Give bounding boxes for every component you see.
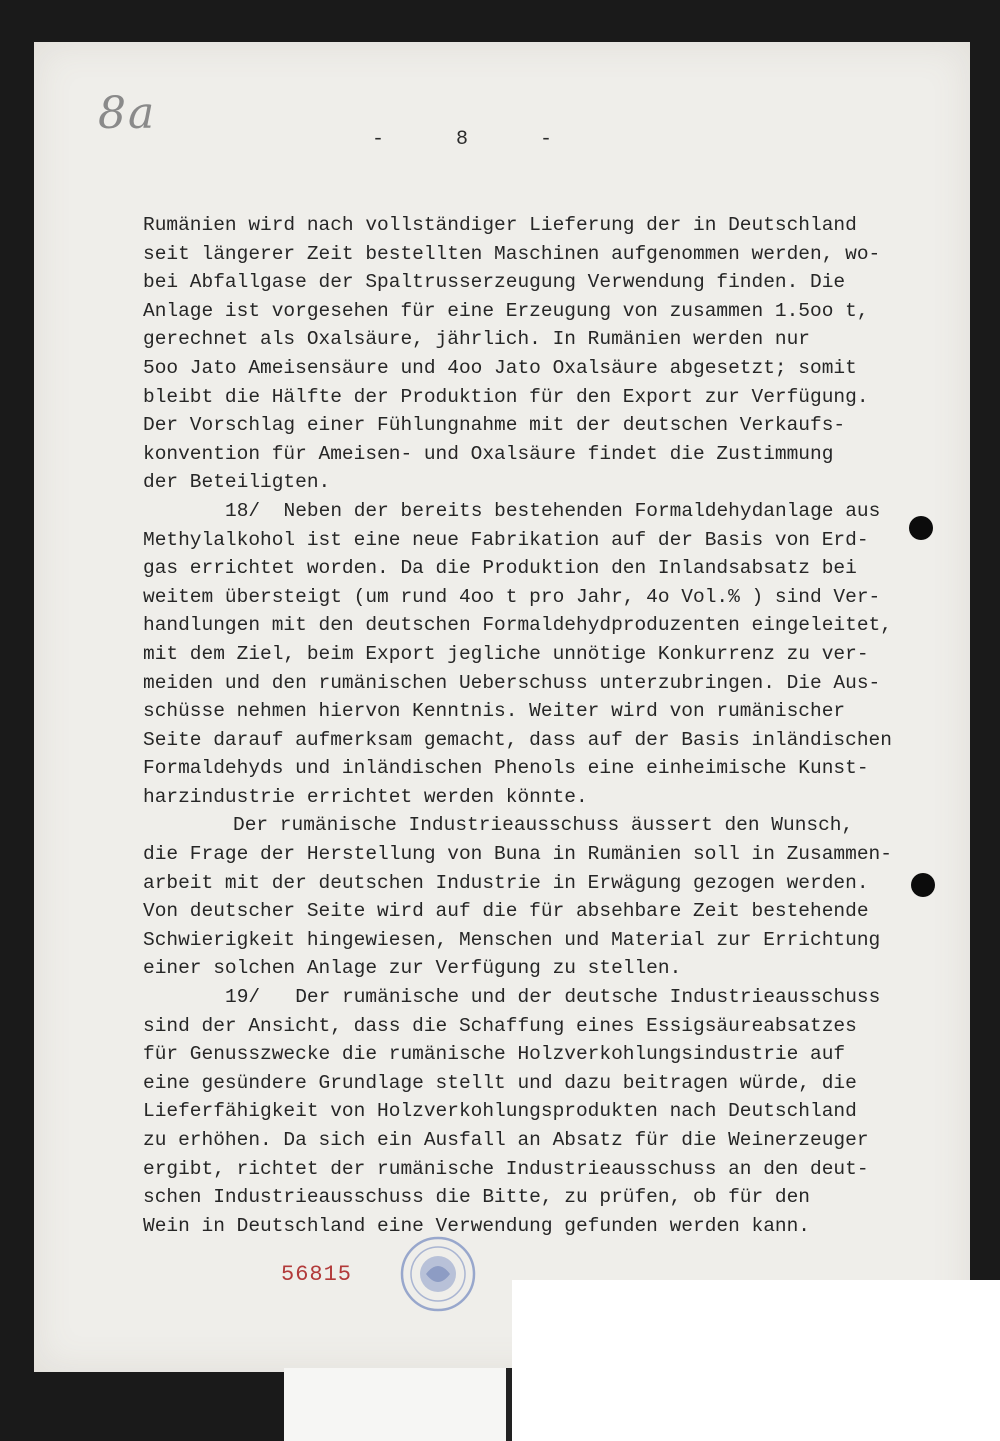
text-line: gas errichtet worden. Da die Produktion den Inlandsabsatz bei [143,557,857,580]
scan-gap [506,1368,512,1441]
redaction-mask [284,1368,506,1441]
text-line: mit dem Ziel, beim Export jegliche unnötige Konkurrenz zu ver- [143,642,869,665]
text-line: meiden und den rumänischen Ueberschuss unterzubringen. Die Aus- [143,671,881,694]
text-line: Formaldehyds und inländischen Phenols eine einheimische Kunst- [143,757,869,780]
text-line: bei Abfallgase der Spaltrusserzeugung Verwendung finden. Die [143,271,846,294]
text-line: Rumänien wird nach vollständiger Lieferung der in Deutschland [143,214,857,236]
text-line: der Beteiligten. [143,471,331,494]
text-line: zu erhöhen. Da sich ein Ausfall an Absatz für die Weinerzeuger [143,1129,869,1151]
punch-hole [909,516,933,540]
section-19-first-line: 19/ Der rumänische und der deutsche Industrieausschuss [225,986,881,1009]
page-number: 8 [455,128,468,151]
text-line: arbeit mit der deutschen Industrie in Erwägung gezogen werden. [143,871,869,894]
text-line: ergibt, richtet der rumänische Industrieausschuss an den deut- [143,1157,869,1180]
punch-hole [911,873,935,897]
text-line: handlungen mit den deutschen Formaldehydproduzenten eingeleitet, [143,614,892,637]
text-line: Lieferfähigkeit von Holzverkohlungsprodukten nach Deutschland [143,1100,857,1123]
text-line: seit längerer Zeit bestellten Maschinen aufgenommen werden, wo- [143,242,881,265]
handwritten-page-note: 8a [98,88,157,139]
text-line: weitem übersteigt (um rund 4oo t pro Jahr, 4o Vol.% ) sind Ver- [143,585,881,608]
archive-seal-graphic [398,1234,478,1314]
text-line: Wein in Deutschland eine Verwendung gefunden werden kann. [143,1214,811,1237]
text-line: Methylalkohol ist eine neue Fabrikation auf der Basis von Erd- [143,528,869,551]
page-number-dash-right: - [539,128,552,151]
text-line: die Frage der Herstellung von Buna in Rumänien soll in Zusammen- [143,843,892,866]
typed-body-text [143,211,913,1240]
section-18-first-line: 18/ Neben der bereits bestehenden Formaldehydanlage aus [225,499,881,522]
text-line: Der Vorschlag einer Fühlungnahme mit der deutschen Verkaufs- [143,414,846,437]
text-line: eine gesündere Grundlage stellt und dazu beitragen würde, die [143,1071,857,1094]
text-line: harzindustrie errichtet werden könnte. [143,785,588,808]
text-line: sind der Ansicht, dass die Schaffung eines Essigsäureabsatzes [143,1014,857,1037]
archive-number: 56815 [281,1262,353,1287]
text-line: 5oo Jato Ameisensäure und 4oo Jato Oxalsäure abgesetzt; somit [143,356,857,379]
text-line: Seite darauf aufmerksam gemacht, dass auf der Basis inländischen [143,728,892,751]
text-line: einer solchen Anlage zur Verfügung zu stellen. [143,957,682,980]
page-number-dash-left: - [372,128,385,151]
archive-seal-icon [398,1234,478,1314]
text-line: Schwierigkeit hingewiesen, Menschen und Material zur Errichtung [143,928,881,951]
paragraph-first-line: Der rumänische Industrieausschuss äussert den Wunsch, [233,814,854,837]
redaction-mask [512,1280,1000,1441]
page-number-header [372,128,552,151]
text-line: konvention für Ameisen- und Oxalsäure findet die Zustimmung [143,442,834,465]
text-line: bleibt die Hälfte der Produktion für den Export zur Verfügung. [143,385,869,408]
text-line: für Genusszwecke die rumänische Holzverkohlungsindustrie auf [143,1043,846,1066]
text-line: schüsse nehmen hiervon Kenntnis. Weiter wird von rumänischer [143,700,846,723]
text-line: Anlage ist vorgesehen für eine Erzeugung von zusammen 1.5oo t, [143,299,869,322]
text-line: gerechnet als Oxalsäure, jährlich. In Rumänien werden nur [143,328,811,351]
text-line: schen Industrieausschuss die Bitte, zu prüfen, ob für den [143,1186,811,1209]
text-line: Von deutscher Seite wird auf die für absehbare Zeit bestehende [143,900,869,923]
